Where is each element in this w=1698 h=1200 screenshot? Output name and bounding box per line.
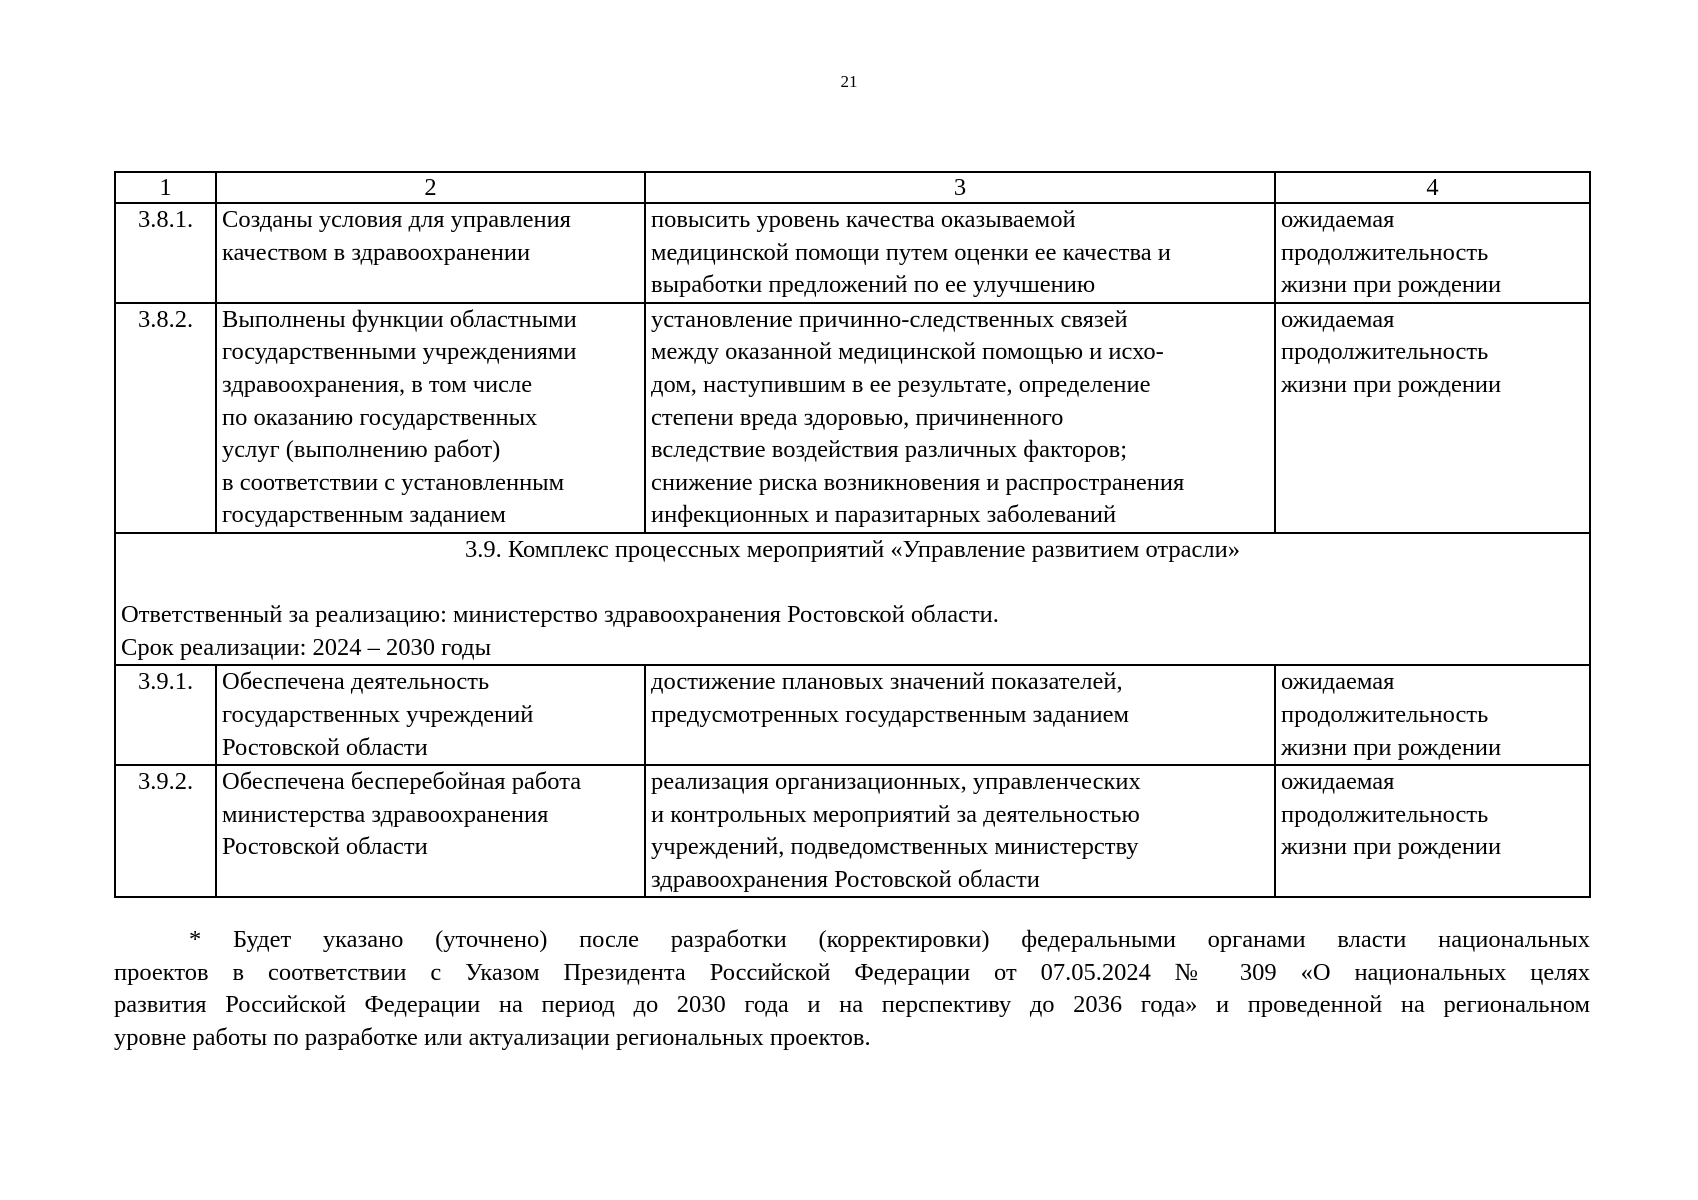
description-cell [645, 665, 1275, 765]
cell-text-line: ожидаемая [1281, 206, 1395, 233]
table-row [115, 665, 1590, 765]
cell-text-line: качеством в здравоохранении [222, 238, 531, 266]
cell-text-line: и контрольных мероприятий за деятельностью [651, 800, 1140, 828]
result-cell [216, 665, 645, 765]
indicator-cell [1275, 203, 1590, 303]
cell-text-line: услуг (выполнению работ) [222, 436, 501, 464]
row-number: 3.8.2. [115, 303, 216, 533]
cell-text-line: жизни при рождении [1281, 733, 1502, 761]
cell-text-line: медицинской помощи путем оценки ее качества и [651, 238, 1171, 266]
section-cell [115, 533, 1590, 665]
cell-text-line: Ростовской области [222, 833, 428, 861]
footnote-line: * Будет указано (уточнено) после разработки (корректировки) федеральными органами власти национальных [189, 926, 1590, 953]
table-header-row [115, 172, 1590, 203]
section-responsible: Ответственный за реализацию: министерство здравоохранения Ростовской области. [121, 601, 999, 629]
rows-section-3-9 [115, 665, 1590, 897]
table-row [115, 303, 1590, 533]
cell-text-line: жизни при рождении [1281, 370, 1502, 398]
cell-text-line: степени вреда здоровью, причиненного [651, 403, 1064, 431]
cell-text-line: в соответствии с установленным [222, 468, 565, 496]
row-number: 3.8.1. [115, 203, 216, 303]
cell-text-line: жизни при рождении [1281, 271, 1502, 299]
indicator-cell [1275, 765, 1590, 897]
cell-text-line: ожидаемая [1281, 768, 1395, 796]
result-cell [216, 303, 645, 533]
cell-text-line: дом, наступившим в ее результате, определение [651, 370, 1151, 398]
section-row [115, 533, 1590, 665]
cell-text-line: государственных учреждений [222, 700, 534, 728]
section-term: Срок реализации: 2024 – 2030 годы [121, 633, 492, 661]
cell-text-line: ожидаемая [1281, 305, 1395, 333]
description-cell [645, 303, 1275, 533]
cell-text-line: учреждений, подведомственных министерству [651, 833, 1139, 861]
cell-text-line: реализация организационных, управленческих [651, 768, 1141, 796]
cell-text-line: государственными учреждениями [222, 338, 577, 366]
cell-text-line: предусмотренных государственным заданием [651, 700, 1129, 728]
cell-text-line: продолжительность [1281, 338, 1489, 366]
cell-text-line: продолжительность [1281, 700, 1489, 728]
row-number: 3.9.2. [115, 765, 216, 897]
footnote-line: развития Российской Федерации на период до 2030 года и на перспективу до 2036 года» и проведенной на региональном [114, 991, 1590, 1019]
cell-text-line: Выполнены функции областными [222, 305, 577, 333]
footnote-line: уровне работы по разработке или актуализации региональных проектов. [114, 1023, 871, 1051]
cell-text-line: между оказанной медицинской помощью и исхо- [651, 338, 1164, 366]
activities-table [114, 171, 1591, 898]
cell-text-line: продолжительность [1281, 800, 1489, 828]
rows-section-3-8 [115, 203, 1590, 533]
cell-text-line: Обеспечена деятельность [222, 668, 490, 696]
cell-text-line: повысить уровень качества оказываемой [651, 206, 1076, 233]
indicator-cell [1275, 665, 1590, 765]
section-spacer [121, 567, 1584, 600]
footnote [114, 924, 1590, 1054]
cell-text-line: снижение риска возникновения и распространения [651, 468, 1185, 496]
section-title: 3.9. Комплекс процессных мероприятий «Управление развитием отрасли» [465, 535, 1240, 563]
indicator-cell [1275, 303, 1590, 533]
cell-text-line: государственным заданием [222, 501, 506, 529]
result-cell [216, 203, 645, 303]
cell-text-line: Ростовской области [222, 733, 428, 761]
header-col-1: 1 [115, 172, 216, 203]
cell-text-line: выработки предложений по ее улучшению [651, 271, 1096, 299]
footnote-line: проектов в соответствии с Указом Президента Российской Федерации от 07.05.2024 № 309 «О национальных целях [114, 958, 1590, 986]
result-cell [216, 765, 645, 897]
cell-text-line: Обеспечена бесперебойная работа [222, 768, 582, 796]
cell-text-line: установление причинно-следственных связей [651, 305, 1128, 333]
cell-text-line: Созданы условия для управления [222, 206, 571, 233]
row-number: 3.9.1. [115, 665, 216, 765]
cell-text-line: продолжительность [1281, 238, 1489, 266]
cell-text-line: жизни при рождении [1281, 833, 1502, 861]
description-cell [645, 203, 1275, 303]
cell-text-line: здравоохранения Ростовской области [651, 865, 1040, 893]
cell-text-line: здравоохранения, в том числе [222, 370, 533, 398]
cell-text-line: инфекционных и паразитарных заболеваний [651, 501, 1117, 529]
cell-text-line: по оказанию государственных [222, 403, 538, 431]
header-col-4: 4 [1275, 172, 1590, 203]
cell-text-line: достижение плановых значений показателей, [651, 668, 1123, 696]
header-col-3: 3 [645, 172, 1275, 203]
description-cell [645, 765, 1275, 897]
table-row [115, 203, 1590, 303]
cell-text-line: вследствие воздействия различных факторов; [651, 436, 1128, 464]
page-number: 21 [840, 72, 858, 91]
cell-text-line: министерства здравоохранения [222, 800, 549, 828]
cell-text-line: ожидаемая [1281, 668, 1395, 696]
header-col-2: 2 [216, 172, 645, 203]
table-row [115, 765, 1590, 897]
